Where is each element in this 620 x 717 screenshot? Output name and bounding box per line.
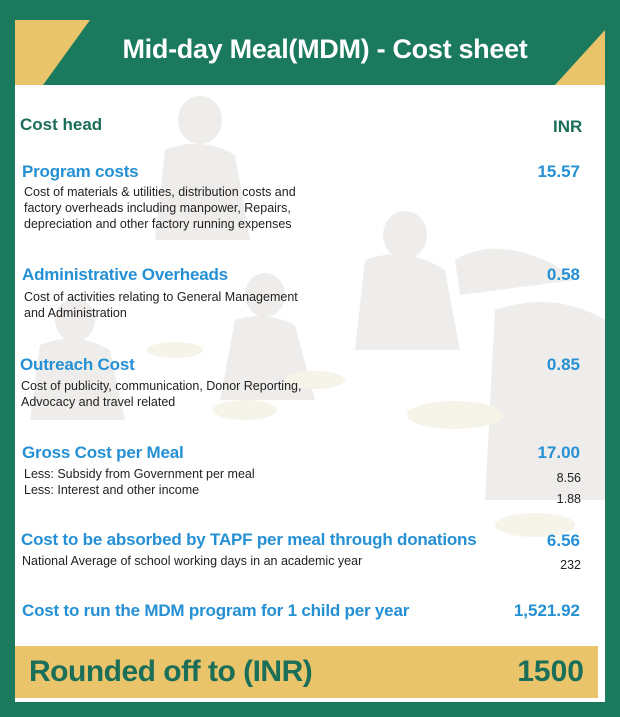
desc-line: Cost of materials & utilities, distribution costs and bbox=[24, 185, 296, 199]
desc-line: factory overheads including manpower, Repairs, bbox=[24, 201, 291, 215]
desc-line: National Average of school working days in an academic year bbox=[22, 554, 363, 568]
row-value-cost-per-child: 1,521.92 bbox=[513, 601, 580, 620]
column-header-currency: INR bbox=[553, 117, 583, 136]
desc-line: depreciation and other factory running expenses bbox=[24, 217, 292, 231]
desc-line: and Administration bbox=[24, 306, 127, 320]
row-value-program-costs: 15.57 bbox=[537, 162, 580, 181]
subvalue-government-subsidy: 8.56 bbox=[556, 471, 581, 485]
desc-line: Less: Interest and other income bbox=[24, 483, 200, 497]
row-label-program-costs: Program costs bbox=[22, 162, 139, 181]
row-value-administrative-overheads: 0.58 bbox=[546, 265, 580, 284]
row-label-outreach-cost: Outreach Cost bbox=[20, 355, 135, 374]
column-header-cost-head: Cost head bbox=[20, 115, 103, 134]
page-title: Mid-day Meal(MDM) - Cost sheet bbox=[122, 34, 528, 64]
subvalue-interest-income: 1.88 bbox=[556, 492, 581, 506]
row-value-outreach-cost: 0.85 bbox=[546, 355, 580, 374]
row-desc-program-costs bbox=[24, 184, 296, 232]
row-value-gross-cost-per-meal: 17.00 bbox=[537, 443, 580, 462]
row-label-gross-cost-per-meal: Gross Cost per Meal bbox=[22, 443, 184, 462]
desc-line: Cost of activities relating to General Management bbox=[24, 290, 298, 304]
row-value-tapf-cost: 6.56 bbox=[546, 531, 580, 550]
total-value: 1500 bbox=[517, 655, 584, 688]
total-label: Rounded off to (INR) bbox=[29, 655, 313, 688]
row-label-cost-per-child: Cost to run the MDM program for 1 child per year bbox=[22, 601, 410, 620]
desc-line: Less: Subsidy from Government per meal bbox=[24, 467, 255, 481]
row-label-tapf-cost: Cost to be absorbed by TAPF per meal through donations bbox=[21, 530, 477, 549]
desc-line: Advocacy and travel related bbox=[21, 395, 176, 409]
row-desc-tapf-cost bbox=[22, 553, 362, 569]
row-desc-gross-cost-per-meal bbox=[24, 466, 255, 498]
row-desc-outreach-cost bbox=[21, 378, 301, 410]
desc-line: Cost of publicity, communication, Donor Reporting, bbox=[21, 379, 302, 393]
row-desc-administrative-overheads bbox=[24, 289, 298, 321]
cost-sheet-card bbox=[15, 20, 605, 702]
subvalue-working-days: 232 bbox=[560, 558, 581, 572]
row-label-administrative-overheads: Administrative Overheads bbox=[22, 265, 228, 284]
